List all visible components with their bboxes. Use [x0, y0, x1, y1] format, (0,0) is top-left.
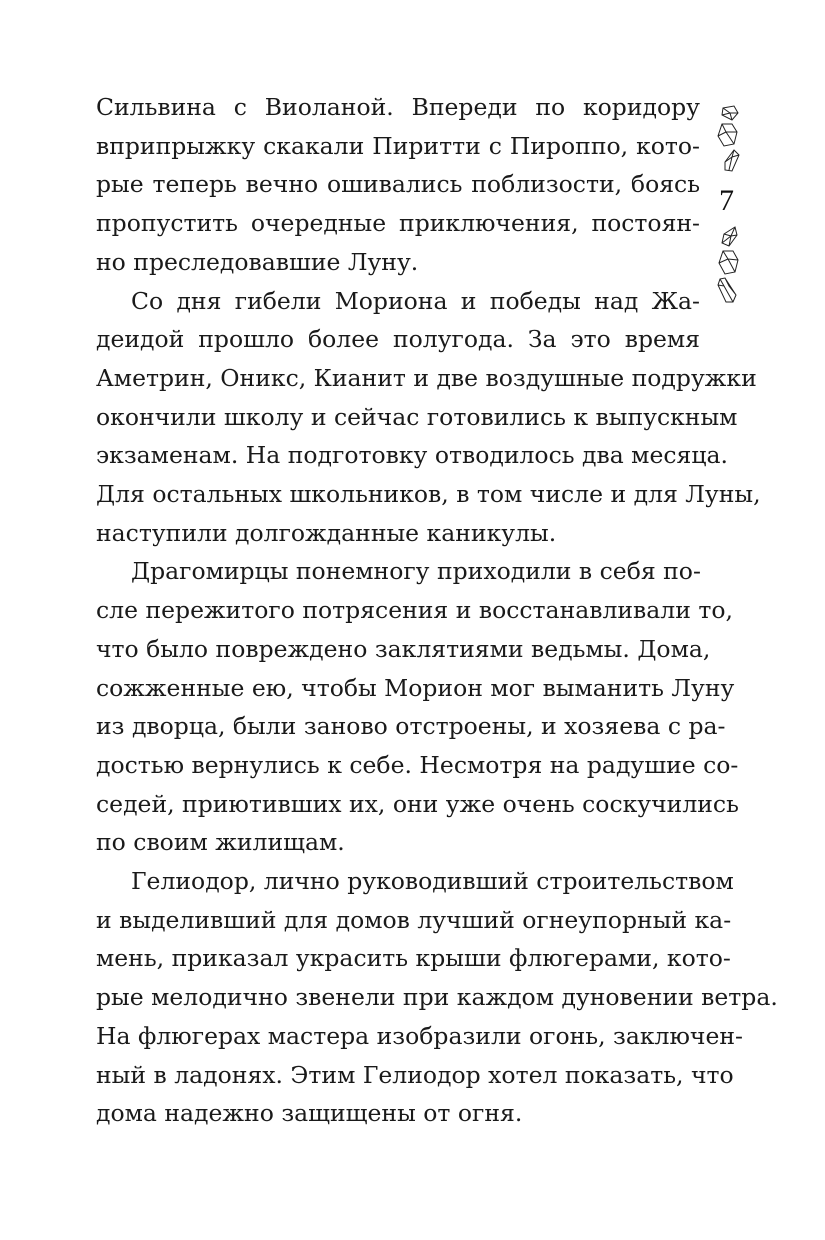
text-line: рые теперь вечно ошивались поблизости, боясь	[96, 170, 700, 199]
text-line: Аметрин, Оникс, Кианит и две воздушные подружки	[96, 363, 757, 392]
text-line: по своим жилищам.	[96, 828, 345, 857]
text-line: дома надежно защищены от огня.	[96, 1099, 523, 1128]
text-line: что было повреждено заклятиями ведьмы. Дома,	[96, 634, 711, 663]
text-line: сле пережитого потрясения и восстанавливали то,	[96, 596, 733, 625]
text-line: ный в ладонях. Этим Гелиодор хотел показать, что	[96, 1060, 734, 1089]
text-line: достью вернулись к себе. Несмотря на радушие со-	[96, 750, 739, 779]
text-line: Драгомирцы понемногу приходили в себя по-	[131, 557, 701, 586]
gem-icon	[719, 226, 739, 248]
page-number: 7	[719, 184, 734, 217]
text-line: Гелиодор, лично руководивший строительством	[131, 867, 734, 895]
text-line: Сильвина с Виоланой. Впереди по коридору	[96, 93, 700, 121]
text-line: На флюгерах мастера изобразили огонь, заключен-	[96, 1021, 743, 1050]
text-line: окончили школу и сейчас готовились к выпускным	[96, 402, 738, 431]
text-line: экзаменам. На подготовку отводилось два месяца.	[96, 441, 728, 470]
gem-icon	[717, 249, 739, 276]
text-line: седей, приютивших их, они уже очень соскучились	[96, 789, 739, 818]
text-line: но преследовавшие Луну.	[96, 247, 419, 276]
text-line: рые мелодично звенели при каждом дуновении ветра.	[96, 983, 778, 1012]
text-line: мень, приказал украсить крыши флюгерами, кото-	[96, 944, 731, 973]
text-line: и выделивший для домов лучший огнеупорный ка-	[96, 905, 732, 934]
text-line: наступили долгожданные каникулы.	[96, 518, 557, 547]
gem-icon	[722, 149, 741, 173]
gem-icon	[716, 122, 738, 148]
text-line: Со дня гибели Мориона и победы над Жа-	[131, 286, 700, 315]
gem-icon	[720, 105, 740, 122]
gem-icon	[716, 277, 738, 304]
text-line: сожженные ею, чтобы Морион мог выманить Луну	[96, 673, 735, 702]
text-line: из дворца, были заново отстроены, и хозяева с ра-	[96, 712, 726, 741]
text-line: пропустить очередные приключения, постоян-	[96, 209, 700, 238]
text-line: Для остальных школьников, в том числе и для Луны,	[96, 480, 761, 508]
text-line: деидой прошло более полугода. За это время	[96, 325, 700, 354]
text-line: вприпрыжку скакали Пиритти с Пироппо, кото-	[96, 131, 700, 160]
